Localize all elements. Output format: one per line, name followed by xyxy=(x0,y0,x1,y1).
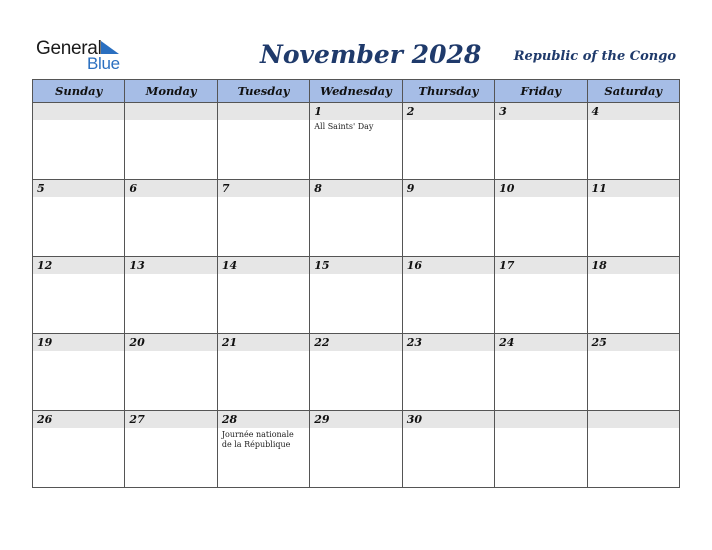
day-number: 22 xyxy=(314,336,330,349)
day-number-bar xyxy=(125,103,216,120)
day-number-bar xyxy=(403,180,494,197)
day-number-bar xyxy=(33,103,124,120)
day-number-bar xyxy=(125,180,216,197)
calendar-day-cell xyxy=(217,257,309,334)
day-number-bar xyxy=(218,103,309,120)
day-number-bar xyxy=(403,334,494,351)
day-number: 29 xyxy=(314,413,330,426)
calendar-day-cell xyxy=(310,411,402,488)
day-number-bar xyxy=(218,180,309,197)
calendar-day-cell xyxy=(33,180,125,257)
weekday-header: Thursday xyxy=(402,80,494,103)
day-number: 30 xyxy=(406,413,422,426)
day-number: 25 xyxy=(591,336,607,349)
logo-general-text: General xyxy=(36,38,102,59)
weekday-header: Friday xyxy=(495,80,587,103)
day-number: 23 xyxy=(406,336,422,349)
calendar-day-cell xyxy=(217,180,309,257)
day-number: 1 xyxy=(314,105,322,118)
day-number-bar xyxy=(125,334,216,351)
day-number: 12 xyxy=(37,259,53,272)
day-number-bar xyxy=(310,257,401,274)
weekday-header: Sunday xyxy=(33,80,125,103)
day-number: 20 xyxy=(129,336,145,349)
calendar-empty-cell xyxy=(587,411,679,488)
calendar-day-cell xyxy=(402,103,494,180)
weekday-header: Wednesday xyxy=(310,80,402,103)
logo-triangle-icon xyxy=(99,41,121,55)
day-number: 14 xyxy=(221,259,238,272)
day-number-bar xyxy=(588,257,679,274)
country-name: Republic of the Congo xyxy=(513,49,676,64)
day-number-bar xyxy=(495,103,586,120)
weekday-header: Tuesday xyxy=(217,80,309,103)
calendar-day-cell xyxy=(495,334,587,411)
day-number: 9 xyxy=(406,182,415,195)
calendar-day-cell xyxy=(217,334,309,411)
weekday-header-row xyxy=(33,80,680,103)
generalblue-logo xyxy=(36,38,136,74)
calendar-day-cell xyxy=(402,257,494,334)
calendar-day-cell xyxy=(587,180,679,257)
day-number: 11 xyxy=(591,182,607,195)
day-number-bar xyxy=(218,257,309,274)
day-number-bar xyxy=(403,257,494,274)
day-number-bar xyxy=(310,411,401,428)
calendar-day-cell xyxy=(310,257,402,334)
day-number-bar xyxy=(33,257,124,274)
day-number: 19 xyxy=(37,336,53,349)
day-number: 18 xyxy=(591,259,607,272)
day-number: 13 xyxy=(129,259,145,272)
day-number-bar xyxy=(588,411,679,428)
calendar-day-cell xyxy=(402,180,494,257)
calendar-week-row xyxy=(33,334,680,411)
weekday-header: Monday xyxy=(125,80,217,103)
logo-blue-text: Blue xyxy=(87,54,120,73)
day-number-bar xyxy=(403,103,494,120)
day-number: 3 xyxy=(499,105,507,118)
day-number: 28 xyxy=(221,413,238,426)
calendar-day-cell xyxy=(495,257,587,334)
holiday-label: All Saints' Day xyxy=(314,122,374,131)
calendar-day-cell xyxy=(495,103,587,180)
calendar-empty-cell xyxy=(125,103,217,180)
holiday-label: Journée nationale de la République xyxy=(221,430,294,449)
calendar-day-cell xyxy=(587,103,679,180)
day-number-bar xyxy=(218,411,309,428)
calendar-day-cell xyxy=(125,411,217,488)
day-number-bar xyxy=(588,180,679,197)
calendar-day-cell xyxy=(402,334,494,411)
day-number-bar xyxy=(588,103,679,120)
day-number-bar xyxy=(495,411,586,428)
day-number: 7 xyxy=(221,182,230,195)
calendar-day-cell xyxy=(310,180,402,257)
day-number-bar xyxy=(33,180,124,197)
day-number: 4 xyxy=(591,105,600,118)
day-number: 26 xyxy=(37,413,53,426)
day-number-bar xyxy=(310,180,401,197)
day-number-bar xyxy=(125,257,216,274)
calendar-empty-cell xyxy=(217,103,309,180)
day-number: 21 xyxy=(221,336,238,349)
calendar-day-cell xyxy=(310,334,402,411)
day-number: 17 xyxy=(499,259,515,272)
day-number-bar xyxy=(310,334,401,351)
day-number-bar xyxy=(125,411,216,428)
calendar-day-cell xyxy=(587,257,679,334)
calendar-day-cell xyxy=(125,180,217,257)
day-number: 2 xyxy=(406,105,415,118)
page-title: November 2028 xyxy=(260,40,482,69)
calendar-day-cell xyxy=(587,334,679,411)
day-number: 15 xyxy=(314,259,330,272)
calendar-day-cell xyxy=(33,411,125,488)
calendar-grid xyxy=(32,79,680,488)
day-number-bar xyxy=(33,411,124,428)
day-number: 27 xyxy=(129,413,145,426)
calendar-day-cell xyxy=(125,334,217,411)
calendar-day-cell xyxy=(125,257,217,334)
weekday-header: Saturday xyxy=(587,80,679,103)
calendar-day-cell xyxy=(495,180,587,257)
day-number-bar xyxy=(588,334,679,351)
day-number: 16 xyxy=(406,259,422,272)
calendar-day-cell xyxy=(217,411,309,488)
calendar-day-cell xyxy=(402,411,494,488)
day-number: 10 xyxy=(499,182,515,195)
calendar-day-cell xyxy=(33,257,125,334)
calendar-week-row xyxy=(33,103,680,180)
day-number-bar xyxy=(495,257,586,274)
calendar-day-cell xyxy=(310,103,402,180)
day-number: 24 xyxy=(499,336,515,349)
calendar-empty-cell xyxy=(33,103,125,180)
day-number-bar xyxy=(33,334,124,351)
day-number-bar xyxy=(495,180,586,197)
day-number-bar xyxy=(495,334,586,351)
calendar-day-cell xyxy=(33,334,125,411)
calendar-week-row xyxy=(33,180,680,257)
day-number: 8 xyxy=(314,182,322,195)
day-number: 6 xyxy=(129,182,138,195)
day-number: 5 xyxy=(37,182,45,195)
day-number-bar xyxy=(218,334,309,351)
calendar-week-row xyxy=(33,411,680,488)
calendar-empty-cell xyxy=(495,411,587,488)
day-number-bar xyxy=(310,103,401,120)
calendar-week-row xyxy=(33,257,680,334)
day-number-bar xyxy=(403,411,494,428)
